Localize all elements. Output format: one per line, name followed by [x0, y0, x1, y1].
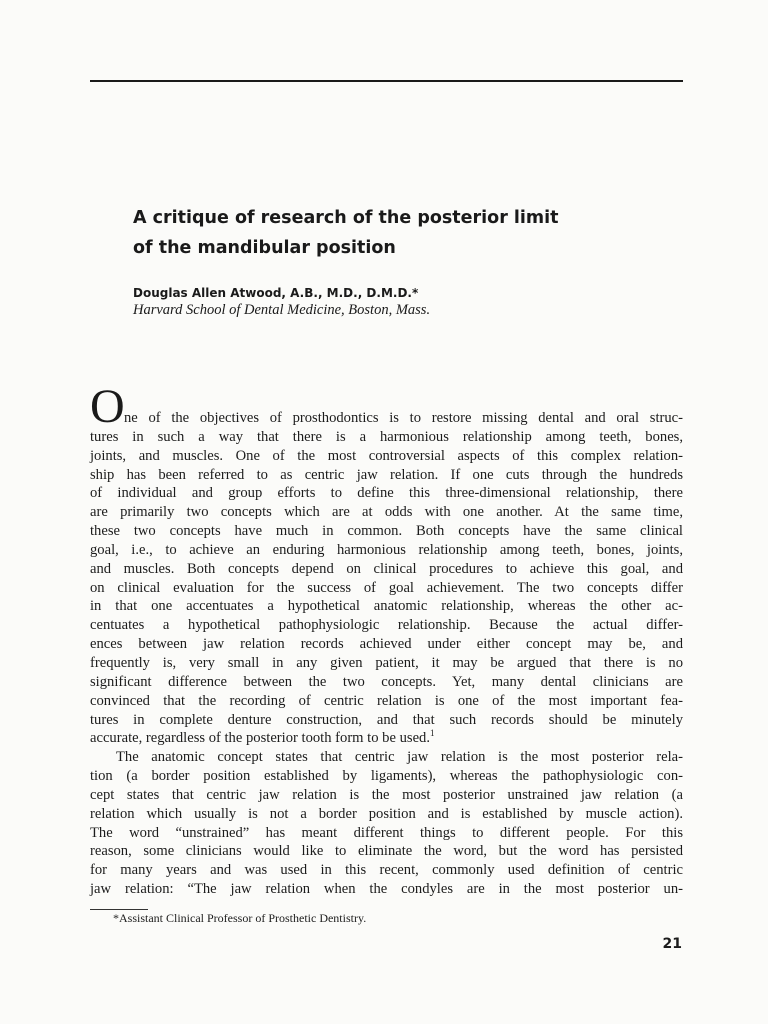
author-affiliation: Harvard School of Dental Medicine, Boston, Mass. [133, 302, 431, 318]
body-line: The word “unstrained” has meant different things to different people. For this [90, 824, 683, 841]
body-line: and muscles. Both concepts depend on clinical procedures to achieve this goal, and [90, 560, 683, 577]
body-line: ship has been referred to as centric jaw relation. If one cuts through the hundreds [90, 466, 683, 483]
body-line: for many years and was used in this recent, commonly used definition of centric [90, 862, 683, 879]
body-line [90, 729, 683, 748]
drop-cap: O [90, 380, 125, 433]
body-line: tures in such a way that there is a harmonious relationship among teeth, bones, [90, 428, 683, 445]
body-line: centuates a hypothetical pathophysiologic relationship. Because the actual differ- [90, 617, 683, 634]
body-line: are primarily two concepts which are at odds with one another. At the same time, [90, 504, 683, 521]
title-line: A critique of research of the posterior limit [133, 208, 559, 228]
body-line: these two concepts have much in common. Both concepts have the same clinical [90, 523, 683, 540]
body-line: joints, and muscles. One of the most controversial aspects of this complex relation- [90, 447, 683, 464]
author-name: Douglas Allen Atwood, A.B., M.D., D.M.D.* [133, 286, 419, 300]
body-line: ne of the objectives of prosthodontics is to restore missing dental and oral struc- [124, 410, 683, 426]
body-line: tures in complete denture construction, and that such records should be minutely [90, 711, 683, 728]
body-line: goal, i.e., to achieve an enduring harmonious relationship among teeth, bones, joints, [90, 541, 683, 558]
body-line: significant difference between the two concepts. Yet, many dental clinicians are [90, 673, 683, 690]
footnote: *Assistant Clinical Professor of Prosthetic Dentistry. [113, 911, 367, 925]
body-line: of individual and group efforts to define this three-dimensional relationship, there [90, 485, 683, 502]
body-line: ences between jaw relation records achieved under either concept may be, and [90, 636, 683, 653]
body-line: The anatomic concept states that centric jaw relation is the most posterior rela- [116, 749, 683, 766]
reference-marker: 1 [430, 728, 435, 739]
footnote-rule [90, 909, 148, 910]
body-line-text: accurate, regardless of the posterior tooth form to be used. [90, 730, 430, 747]
page-number: 21 [662, 936, 682, 952]
article-body [90, 409, 683, 899]
title-line: of the mandibular position [133, 238, 396, 258]
body-line: on clinical evaluation for the success of goal achievement. The two concepts differ [90, 579, 683, 596]
body-line: reason, some clinicians would like to eliminate the word, but the word has persisted [90, 843, 683, 860]
body-line: in that one accentuates a hypothetical anatomic relationship, whereas the other ac- [90, 598, 683, 615]
body-line: convinced that the recording of centric relation is one of the most important fea- [90, 692, 683, 709]
article-title [133, 203, 653, 263]
body-line: jaw relation: “The jaw relation when the condyles are in the most posterior un- [90, 881, 683, 898]
header-rule [90, 80, 683, 82]
body-line: frequently is, very small in any given patient, it may be argued that there is no [90, 654, 683, 671]
body-line: relation which usually is not a border position and is established by muscle action). [90, 805, 683, 822]
body-line: tion (a border position established by ligaments), whereas the pathophysiologic con- [90, 768, 683, 785]
body-line: cept states that centric jaw relation is the most posterior unstrained jaw relation (a [90, 786, 683, 803]
